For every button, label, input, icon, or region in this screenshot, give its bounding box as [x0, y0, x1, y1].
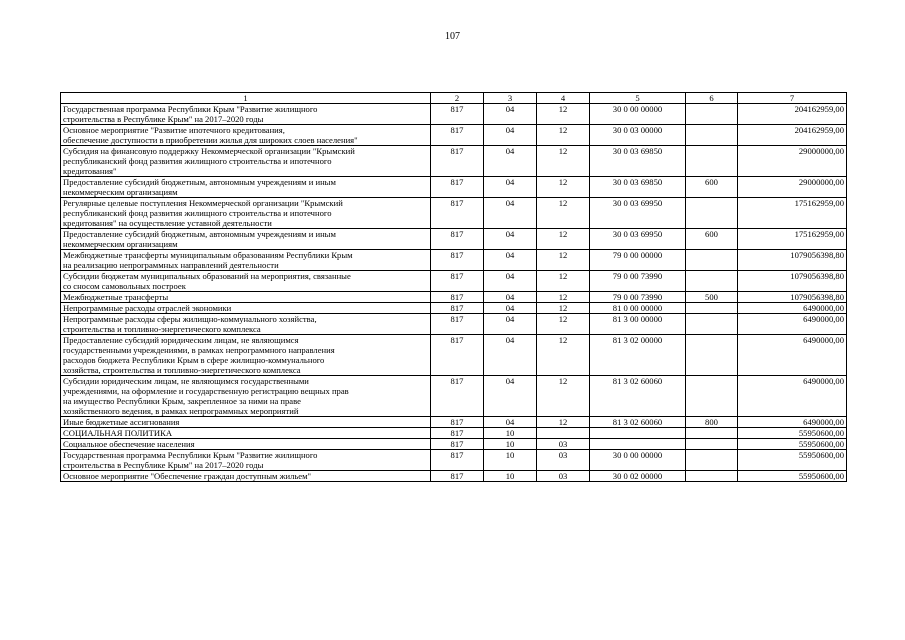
row-code-6	[686, 146, 738, 177]
table-row	[61, 125, 847, 146]
row-code-6	[686, 198, 738, 229]
row-name: Предоставление субсидий бюджетным, автономным учреждениям и иным некоммерческим организациям	[61, 229, 431, 250]
row-code-6	[686, 471, 738, 482]
row-amount: 6490000,00	[738, 376, 847, 417]
row-code-4: 12	[537, 198, 590, 229]
row-code-6: 600	[686, 229, 738, 250]
row-code-3: 04	[484, 376, 537, 417]
row-name: Регулярные целевые поступления Некоммерческой организации "Крымский республиканский фонд развития жилищного строительства и ипотечного кредитования" на осуществление уставной деятельности	[61, 198, 431, 229]
row-name: Государственная программа Республики Крым "Развитие жилищного строительства в Республике Крым" на 2017–2020 годы	[61, 104, 431, 125]
row-code-5: 81 3 02 00000	[590, 335, 686, 376]
row-amount: 6490000,00	[738, 314, 847, 335]
row-code-6: 600	[686, 177, 738, 198]
row-code-6	[686, 314, 738, 335]
row-name: Непрограммные расходы сферы жилищно-коммунального хозяйства, строительства и топливно-энергетического комплекса	[61, 314, 431, 335]
table-row	[61, 146, 847, 177]
row-code-6	[686, 428, 738, 439]
row-code-4: 12	[537, 314, 590, 335]
row-name: Социальное обеспечение населения	[61, 439, 431, 450]
row-code-4: 12	[537, 104, 590, 125]
table-row	[61, 428, 847, 439]
row-code-5: 30 0 03 69850	[590, 177, 686, 198]
row-amount: 6490000,00	[738, 417, 847, 428]
column-header: 3	[484, 93, 537, 104]
row-name: Непрограммные расходы отраслей экономики	[61, 303, 431, 314]
row-code-3: 10	[484, 439, 537, 450]
row-amount: 29000000,00	[738, 177, 847, 198]
row-code-4: 03	[537, 450, 590, 471]
row-amount: 55950600,00	[738, 471, 847, 482]
row-code-2: 817	[431, 146, 484, 177]
row-code-5: 81 0 00 00000	[590, 303, 686, 314]
row-code-4: 12	[537, 125, 590, 146]
row-code-5: 79 0 00 00000	[590, 250, 686, 271]
row-code-3: 04	[484, 125, 537, 146]
table-row	[61, 177, 847, 198]
row-code-5: 30 0 02 00000	[590, 471, 686, 482]
table-row	[61, 271, 847, 292]
row-code-5: 79 0 00 73990	[590, 271, 686, 292]
row-amount: 1079056398,80	[738, 271, 847, 292]
row-code-2: 817	[431, 303, 484, 314]
row-code-6	[686, 376, 738, 417]
row-amount: 55950600,00	[738, 450, 847, 471]
row-name: Основное мероприятие "Обеспечение граждан доступным жильем"	[61, 471, 431, 482]
row-amount: 1079056398,80	[738, 250, 847, 271]
row-code-2: 817	[431, 250, 484, 271]
row-code-4: 03	[537, 471, 590, 482]
row-code-2: 817	[431, 104, 484, 125]
table-row	[61, 417, 847, 428]
row-code-3: 04	[484, 335, 537, 376]
row-code-3: 04	[484, 177, 537, 198]
row-code-3: 04	[484, 104, 537, 125]
row-code-4: 12	[537, 250, 590, 271]
column-header: 2	[431, 93, 484, 104]
row-amount: 204162959,00	[738, 125, 847, 146]
row-name: СОЦИАЛЬНАЯ ПОЛИТИКА	[61, 428, 431, 439]
row-amount: 6490000,00	[738, 303, 847, 314]
row-code-5: 30 0 03 69850	[590, 146, 686, 177]
row-code-5	[590, 428, 686, 439]
row-code-4: 12	[537, 417, 590, 428]
row-name: Иные бюджетные ассигнования	[61, 417, 431, 428]
row-code-4: 12	[537, 335, 590, 376]
column-header: 7	[738, 93, 847, 104]
row-amount: 6490000,00	[738, 335, 847, 376]
row-code-3: 04	[484, 250, 537, 271]
table-row	[61, 303, 847, 314]
row-code-3: 04	[484, 292, 537, 303]
row-code-3: 04	[484, 417, 537, 428]
row-code-5: 79 0 00 73990	[590, 292, 686, 303]
row-code-6	[686, 125, 738, 146]
row-code-4: 12	[537, 229, 590, 250]
row-name: Субсидии юридическим лицам, не являющимся государственными учреждениями, на оформление и государственную регистрацию вещных прав на имущество Республики Крым, закрепленное за ними на праве хозяйственного ведения, в рамках непрограммных мероприятий	[61, 376, 431, 417]
row-code-3: 04	[484, 271, 537, 292]
row-amount: 55950600,00	[738, 428, 847, 439]
column-header: 4	[537, 93, 590, 104]
row-code-6: 500	[686, 292, 738, 303]
row-code-4: 12	[537, 271, 590, 292]
header-row	[61, 93, 847, 104]
row-code-2: 817	[431, 271, 484, 292]
row-code-2: 817	[431, 198, 484, 229]
row-code-4: 12	[537, 376, 590, 417]
row-code-2: 817	[431, 292, 484, 303]
table-row	[61, 335, 847, 376]
row-code-2: 817	[431, 428, 484, 439]
row-code-4: 12	[537, 146, 590, 177]
table-row	[61, 314, 847, 335]
budget-table	[60, 92, 847, 482]
row-code-6	[686, 104, 738, 125]
table-row	[61, 104, 847, 125]
row-code-3: 04	[484, 229, 537, 250]
table-row	[61, 471, 847, 482]
row-code-6	[686, 271, 738, 292]
row-code-6	[686, 335, 738, 376]
row-code-6	[686, 250, 738, 271]
row-code-6	[686, 450, 738, 471]
row-code-3: 04	[484, 314, 537, 335]
row-name: Субсидии бюджетам муниципальных образований на мероприятия, связанные со сносом самовольных построек	[61, 271, 431, 292]
row-amount: 175162959,00	[738, 198, 847, 229]
row-code-2: 817	[431, 229, 484, 250]
row-code-2: 817	[431, 439, 484, 450]
table-row	[61, 439, 847, 450]
table-row	[61, 198, 847, 229]
row-code-5: 81 3 02 60060	[590, 417, 686, 428]
row-code-2: 817	[431, 335, 484, 376]
row-code-6	[686, 439, 738, 450]
row-code-5: 30 0 03 69950	[590, 229, 686, 250]
row-name: Межбюджетные трансферты муниципальным образованиям Республики Крым на реализацию непрограммных направлений деятельности	[61, 250, 431, 271]
row-code-2: 817	[431, 376, 484, 417]
row-code-6: 800	[686, 417, 738, 428]
row-code-3: 10	[484, 450, 537, 471]
row-code-3: 04	[484, 146, 537, 177]
row-code-5: 81 3 02 60060	[590, 376, 686, 417]
row-code-3: 10	[484, 471, 537, 482]
row-code-3: 04	[484, 303, 537, 314]
row-name: Предоставление субсидий бюджетным, автономным учреждениям и иным некоммерческим организациям	[61, 177, 431, 198]
page-number: 107	[445, 31, 460, 42]
table-row	[61, 250, 847, 271]
row-code-5: 81 3 00 00000	[590, 314, 686, 335]
row-amount: 1079056398,80	[738, 292, 847, 303]
row-code-2: 817	[431, 177, 484, 198]
row-code-2: 817	[431, 314, 484, 335]
row-amount: 55950600,00	[738, 439, 847, 450]
column-header: 1	[61, 93, 431, 104]
row-code-2: 817	[431, 125, 484, 146]
row-code-2: 817	[431, 450, 484, 471]
row-code-3: 10	[484, 428, 537, 439]
row-name: Основное мероприятие "Развитие ипотечного кредитования, обеспечение доступности в приобретении жилья для широких слоев населения"	[61, 125, 431, 146]
row-name: Субсидия на финансовую поддержку Некоммерческой организации "Крымский республиканский фонд развития жилищного строительства и ипотечного кредитования"	[61, 146, 431, 177]
row-name: Государственная программа Республики Крым "Развитие жилищного строительства в Республике Крым" на 2017–2020 годы	[61, 450, 431, 471]
row-code-6	[686, 303, 738, 314]
row-code-4: 12	[537, 292, 590, 303]
row-amount: 29000000,00	[738, 146, 847, 177]
column-header: 5	[590, 93, 686, 104]
row-code-5: 30 0 00 00000	[590, 104, 686, 125]
row-code-5: 30 0 00 00000	[590, 450, 686, 471]
row-code-4: 12	[537, 303, 590, 314]
row-code-3: 04	[484, 198, 537, 229]
column-header: 6	[686, 93, 738, 104]
row-name: Межбюджетные трансферты	[61, 292, 431, 303]
table-row	[61, 450, 847, 471]
table-row	[61, 229, 847, 250]
row-code-2: 817	[431, 471, 484, 482]
table-row	[61, 292, 847, 303]
row-code-4: 03	[537, 439, 590, 450]
row-name: Предоставление субсидий юридическим лицам, не являющимся государственными учреждениями, в рамках непрограммного направления расходов бюджета Республики Крым в сфере жилищно-коммунального хозяйства, строительства и топливно-энергетического комплекса	[61, 335, 431, 376]
row-code-5: 30 0 03 69950	[590, 198, 686, 229]
row-amount: 175162959,00	[738, 229, 847, 250]
table-row	[61, 376, 847, 417]
row-code-5	[590, 439, 686, 450]
row-code-4: 12	[537, 177, 590, 198]
row-amount: 204162959,00	[738, 104, 847, 125]
row-code-2: 817	[431, 417, 484, 428]
row-code-5: 30 0 03 00000	[590, 125, 686, 146]
row-code-4	[537, 428, 590, 439]
